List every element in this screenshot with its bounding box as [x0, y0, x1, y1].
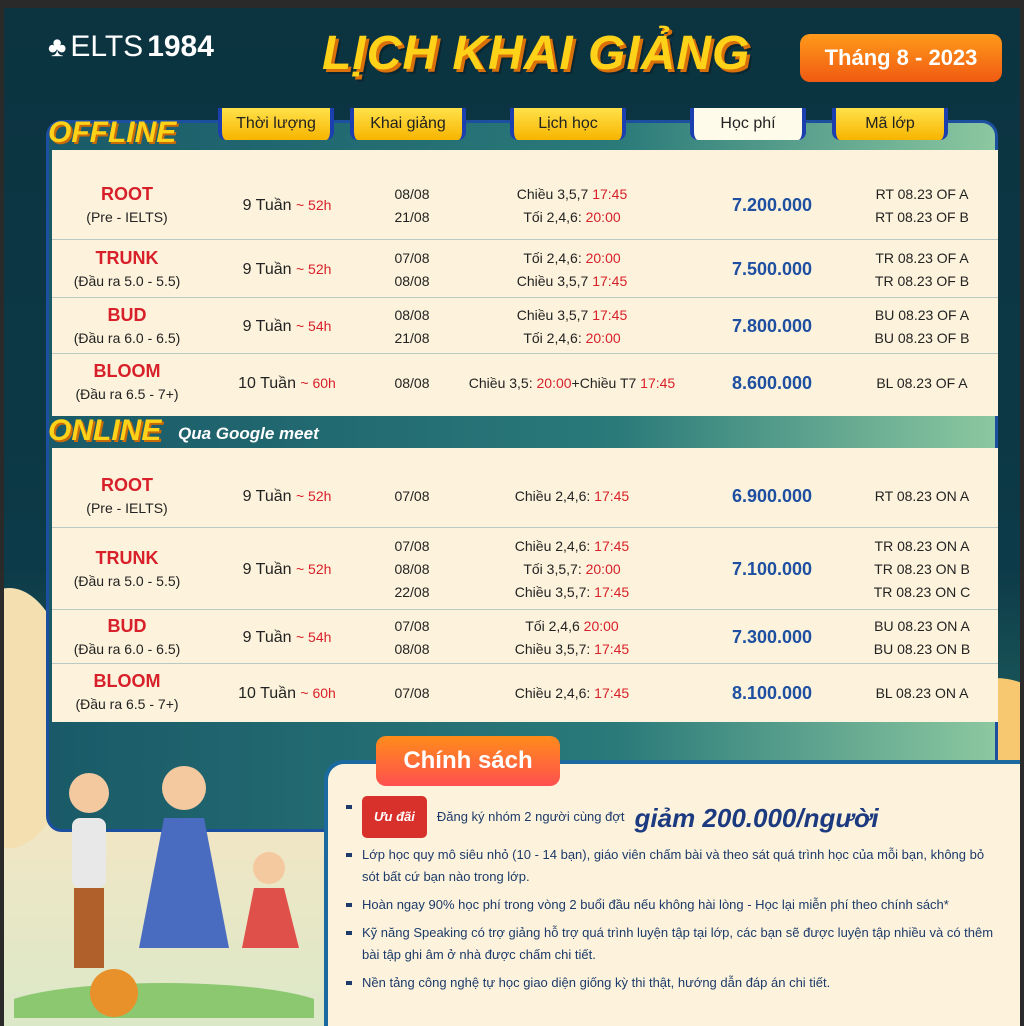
schedule-days: Chiều 3,5,7: [514, 640, 595, 657]
poster [4, 8, 1020, 1026]
table-row [52, 530, 998, 610]
schedule-line [452, 270, 692, 293]
promo-badge: Ưu đãi [362, 796, 427, 838]
class-code: BL 08.23 ON A [875, 684, 969, 701]
start-date: 21/08 [394, 208, 430, 225]
schedule-cell [452, 304, 692, 350]
duration-hours: ~ 52h [295, 561, 332, 577]
schedule-days: Tối 2,4,6: [523, 249, 586, 266]
header-schedule: Lịch học [510, 108, 626, 140]
month-badge: Tháng 8 - 2023 [800, 34, 1002, 82]
level-name: BLOOM [93, 671, 161, 691]
schedule-days: Chiều 3,5,7 [516, 306, 593, 323]
schedule-line [452, 183, 692, 206]
schedule-line [452, 558, 692, 581]
start-date-cell [372, 682, 452, 705]
fee-cell: 7.100.000 [731, 559, 813, 579]
fee-cell: 7.500.000 [731, 259, 813, 279]
policy-list [342, 796, 1002, 1000]
class-code-cell [852, 183, 992, 229]
start-date: 07/08 [394, 617, 430, 634]
schedule-line [452, 581, 692, 604]
policy-item: Kỹ năng Speaking có trợ giảng hỗ trợ quá trình luyện tập tại lớp, các bạn sẽ được luyện tập nhiều và có thêm bài tập ghi âm ở nhà được chấm chi tiết. [342, 922, 1002, 966]
header-fee: Học phí [690, 108, 806, 140]
policy-promo [342, 796, 1002, 838]
promo-discount: giảm 200.000/người [634, 802, 879, 833]
start-date: 08/08 [394, 561, 430, 577]
level-target: (Đầu ra 6.0 - 6.5) [73, 640, 181, 657]
schedule-line [452, 615, 692, 638]
class-code: RT 08.23 OF B [875, 208, 969, 225]
start-date-cell [372, 372, 452, 395]
schedule-line [452, 304, 692, 327]
schedule-line [452, 327, 692, 350]
duration-cell: 9 Tuần ~ 54h [242, 318, 332, 335]
class-code: BU 08.23 ON A [874, 617, 970, 634]
fee-cell: 8.600.000 [731, 372, 813, 393]
schedule-time: 17:45 [594, 538, 630, 554]
start-date: 08/08 [394, 185, 430, 202]
schedule-time: 20:00 [585, 208, 621, 225]
level-cell [52, 247, 202, 293]
class-code-cell [852, 615, 992, 661]
class-code: TR 08.23 ON C [873, 584, 971, 600]
schedule-days: Chiều 3,5,7: [514, 584, 595, 600]
duration-cell: 9 Tuần ~ 52h [242, 261, 332, 278]
class-code-cell [852, 682, 992, 705]
duration-hours: ~ 52h [295, 488, 332, 504]
schedule-days: Tối 2,4,6: [523, 329, 586, 346]
duration-cell: 9 Tuần ~ 52h [242, 561, 332, 578]
promo-text: Đăng ký nhóm 2 người cùng đợt [436, 809, 625, 824]
online-label: ONLINE [48, 414, 162, 447]
schedule-cell [452, 247, 692, 293]
schedule-cell [452, 485, 692, 508]
schedule-line [452, 372, 692, 395]
schedule-cell [452, 183, 692, 229]
duration-hours: ~ 60h [300, 374, 336, 391]
level-name: BUD [107, 615, 147, 636]
schedule-days: Chiều 3,5,7 [516, 185, 593, 202]
logo [48, 30, 214, 64]
start-date: 08/08 [394, 640, 430, 657]
fee-cell: 7.800.000 [731, 316, 813, 336]
schedule-days: Chiều 3,5: [468, 374, 537, 391]
level-target: (Đầu ra 5.0 - 5.5) [73, 572, 181, 589]
level-target: (Đầu ra 6.5 - 7+) [75, 386, 179, 402]
schedule-days: Tối 3,5,7: [523, 561, 586, 577]
start-date-cell [372, 535, 452, 604]
class-code: TR 08.23 ON B [874, 561, 970, 577]
schedule-time: 17:45 [594, 684, 630, 701]
fee-cell: 6.900.000 [731, 486, 813, 506]
header-start: Khai giảng [350, 108, 466, 140]
class-code-cell [852, 485, 992, 508]
policy-item: Nền tảng công nghệ tự học giao diện giống kỳ thi thật, hướng dẫn đáp án chi tiết. [342, 972, 1002, 994]
schedule-days: Chiều 2,4,6: [514, 488, 595, 504]
level-name: BLOOM [93, 361, 161, 381]
start-date-cell [372, 485, 452, 508]
schedule-time: 17:45 [640, 374, 676, 391]
duration-cell: 9 Tuần ~ 52h [242, 488, 332, 505]
level-target: (Đầu ra 5.0 - 5.5) [73, 272, 181, 289]
schedule-line [452, 206, 692, 229]
policy-item: Hoàn ngay 90% học phí trong vòng 2 buổi đầu nếu không hài lòng - Học lại miễn phí theo chính sách* [342, 894, 1002, 916]
schedule-time: 17:45 [594, 584, 630, 600]
schedule-line [452, 535, 692, 558]
start-date: 22/08 [394, 584, 430, 600]
duration-cell: 9 Tuần ~ 52h [242, 197, 332, 214]
duration-cell: 10 Tuần ~ 60h [238, 684, 336, 702]
table-row [52, 466, 998, 528]
duration-hours: ~ 52h [295, 261, 332, 277]
online-table [52, 448, 998, 722]
start-date-cell [372, 615, 452, 661]
level-cell [52, 615, 202, 661]
duration-hours: ~ 52h [295, 197, 332, 213]
level-cell [52, 474, 202, 520]
schedule-line [452, 682, 692, 705]
duration-hours: ~ 54h [295, 629, 332, 645]
policy-title: Chính sách [376, 736, 560, 786]
start-date: 08/08 [394, 272, 430, 289]
schedule-time: 17:45 [592, 272, 628, 289]
schedule-time: 20:00 [536, 374, 572, 391]
offline-table [52, 150, 998, 416]
tree-icon: ♣ [48, 31, 67, 62]
level-name: TRUNK [95, 547, 159, 568]
class-code: BU 08.23 ON B [873, 640, 971, 657]
start-date: 08/08 [394, 306, 430, 323]
class-code: TR 08.23 ON A [874, 538, 970, 554]
schedule-days: Chiều 2,4,6: [514, 684, 595, 701]
schedule-time: 20:00 [585, 329, 621, 346]
schedule-cell [452, 682, 692, 705]
schedule-time: 20:00 [585, 561, 621, 577]
schedule-line [452, 485, 692, 508]
family-illustration [14, 748, 314, 1018]
class-code: TR 08.23 OF B [874, 272, 970, 289]
table-row [52, 612, 998, 664]
schedule-cell [452, 372, 692, 395]
fee-cell: 7.200.000 [731, 195, 813, 215]
schedule-days: Chiều 2,4,6: [514, 538, 595, 554]
level-cell [52, 183, 202, 229]
page-title: LỊCH KHAI GIẢNG [322, 27, 751, 80]
table-row [52, 172, 998, 240]
table-row [52, 242, 998, 298]
schedule-days: Chiều 3,5,7 [516, 272, 593, 289]
schedule-time: 17:45 [594, 640, 630, 657]
schedule-time: 17:45 [592, 306, 628, 323]
level-target: (Đầu ra 6.5 - 7+) [75, 696, 179, 712]
class-code-cell [852, 304, 992, 350]
schedule-days: Tối 2,4,6: [523, 208, 586, 225]
level-cell [52, 360, 202, 406]
level-target: (Đầu ra 6.0 - 6.5) [73, 329, 181, 346]
level-target: (Pre - IELTS) [86, 208, 168, 225]
level-cell [52, 547, 202, 593]
class-code-cell [852, 247, 992, 293]
schedule-cell [452, 535, 692, 604]
class-code: RT 08.23 ON A [874, 488, 970, 504]
schedule-line [452, 247, 692, 270]
class-code: TR 08.23 OF A [875, 249, 969, 266]
class-code: BU 08.23 OF A [874, 306, 970, 323]
logo-number: 1984 [147, 30, 214, 63]
table-row [52, 354, 998, 412]
class-code-cell [852, 372, 992, 395]
duration-hours: ~ 54h [295, 318, 332, 334]
class-code: BU 08.23 OF B [874, 329, 970, 346]
level-cell [52, 670, 202, 716]
schedule-time: 20:00 [583, 617, 619, 634]
level-name: ROOT [101, 183, 153, 204]
start-date: 07/08 [394, 249, 430, 266]
header-class-code: Mã lớp [832, 108, 948, 140]
level-name: BUD [107, 304, 147, 325]
start-date: 07/08 [394, 684, 430, 701]
level-name: ROOT [101, 474, 153, 495]
schedule-cell [452, 615, 692, 661]
header-duration: Thời lượng [218, 108, 334, 140]
level-target: (Pre - IELTS) [86, 499, 168, 516]
start-date-cell [372, 247, 452, 293]
duration-cell: 10 Tuần ~ 60h [238, 374, 336, 392]
policy-item: Lớp học quy mô siêu nhỏ (10 - 14 bạn), giáo viên chấm bài và theo sát quá trình học của mỗi bạn, không bỏ sót bất cứ bạn nào trong lớp. [342, 844, 1002, 888]
table-row [52, 300, 998, 354]
table-row [52, 666, 998, 720]
schedule-time: 17:45 [592, 185, 628, 202]
start-date: 07/08 [394, 488, 430, 504]
start-date: 21/08 [394, 329, 430, 346]
schedule-time: 20:00 [585, 249, 621, 266]
fee-cell: 8.100.000 [731, 682, 813, 703]
start-date-cell [372, 304, 452, 350]
schedule-days: Tối 2,4,6 [525, 617, 584, 634]
level-name: TRUNK [95, 247, 159, 268]
class-code-cell [852, 535, 992, 604]
class-code: BL 08.23 OF A [876, 374, 968, 391]
online-subtitle: Qua Google meet [178, 424, 319, 443]
schedule-line [452, 638, 692, 661]
start-date-cell [372, 183, 452, 229]
duration-hours: ~ 60h [300, 684, 336, 701]
duration-cell: 9 Tuần ~ 54h [242, 629, 332, 646]
fee-cell: 7.300.000 [731, 627, 813, 647]
schedule-days: +Chiều T7 [571, 374, 641, 391]
start-date: 08/08 [394, 374, 430, 391]
schedule-time: 17:45 [594, 488, 630, 504]
start-date: 07/08 [394, 538, 430, 554]
class-code: RT 08.23 OF A [875, 185, 969, 202]
logo-text: ELTS [70, 30, 144, 63]
offline-label: OFFLINE [48, 116, 177, 149]
level-cell [52, 304, 202, 350]
